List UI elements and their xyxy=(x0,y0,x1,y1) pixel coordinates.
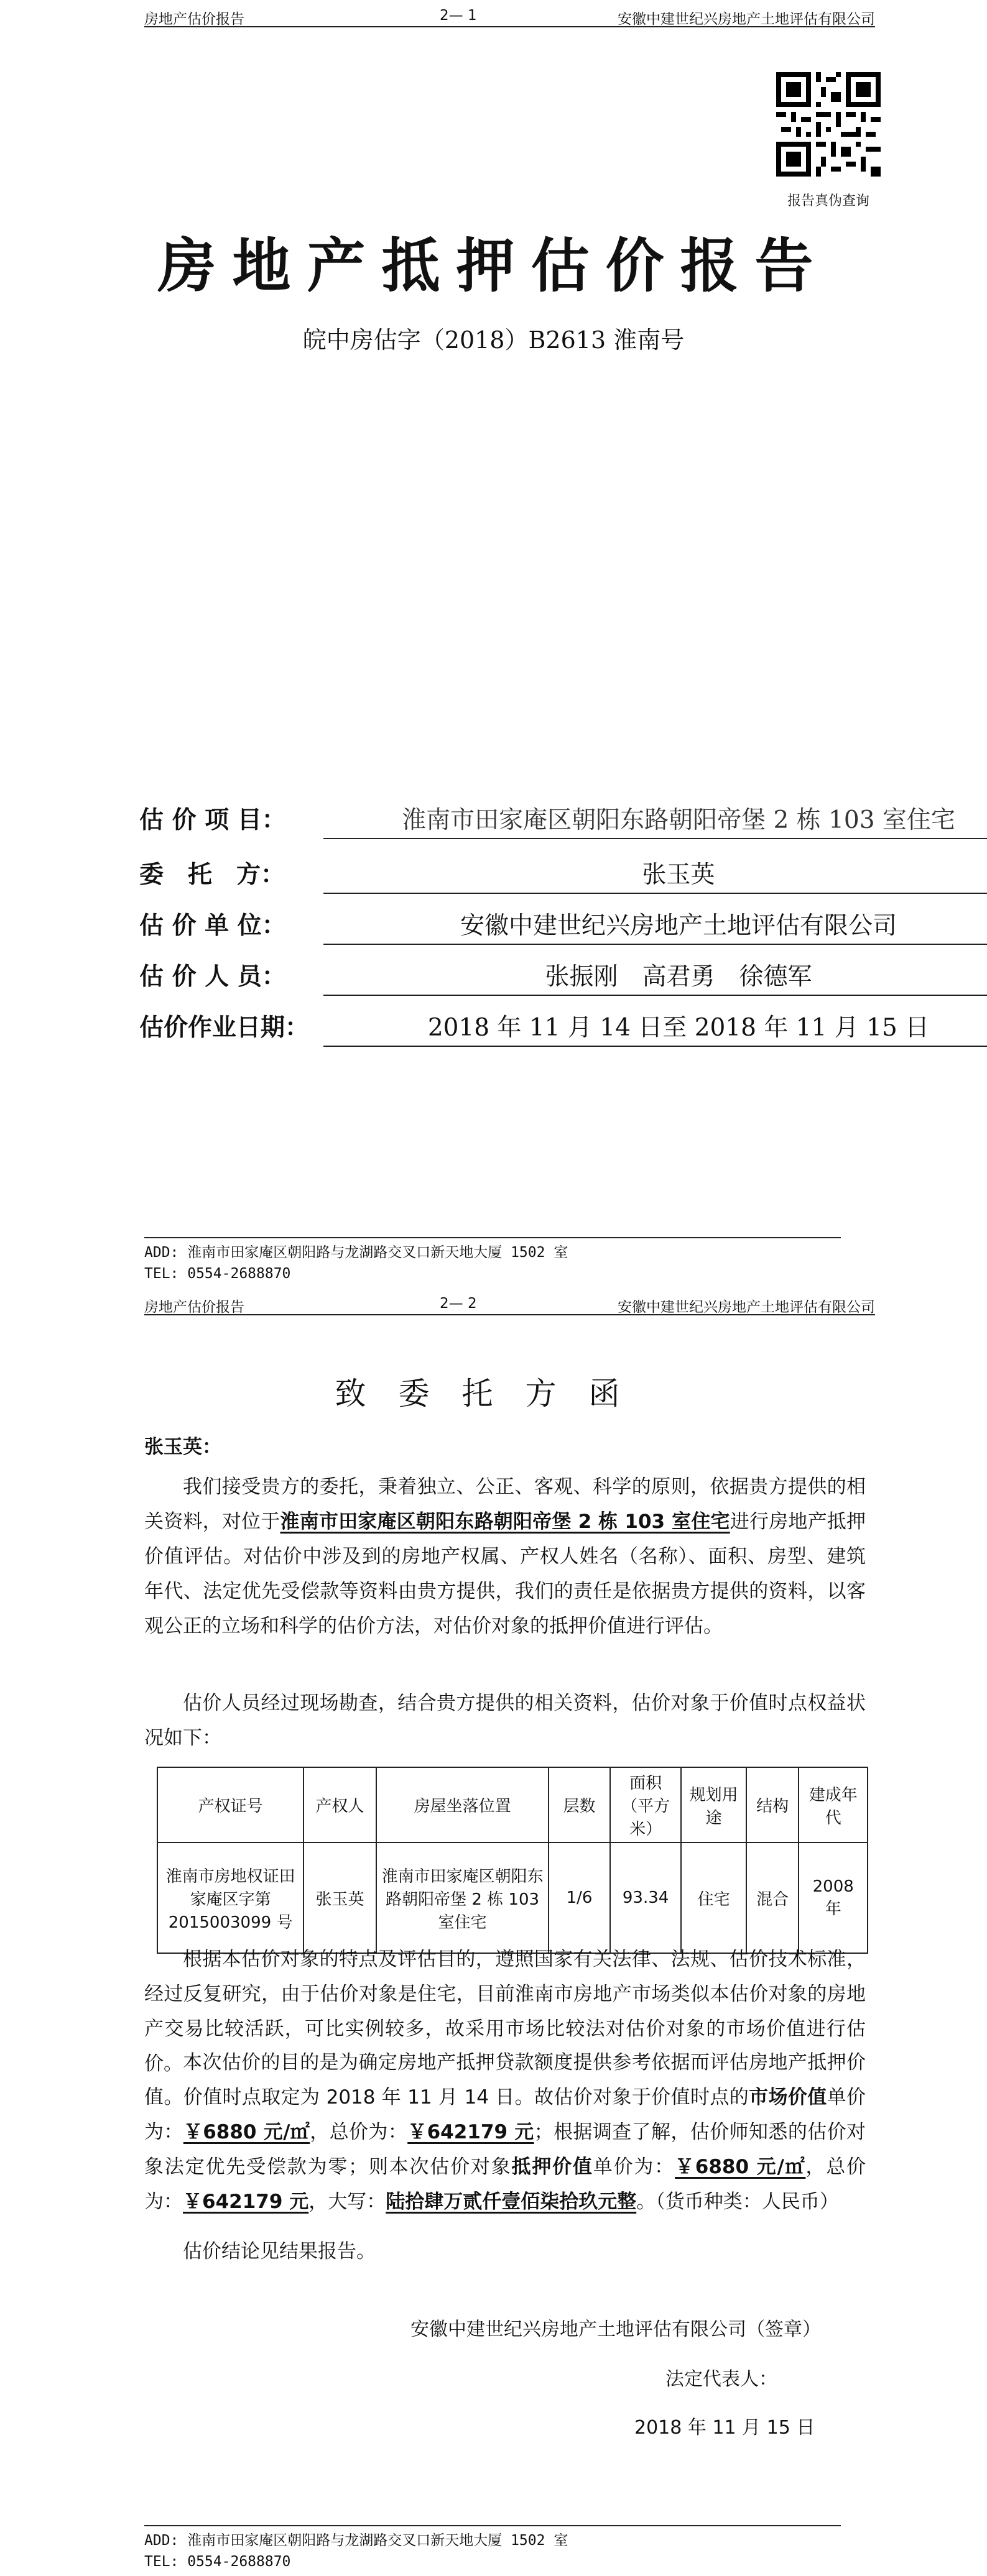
page-header xyxy=(144,5,875,27)
field-value: 淮南市田家庵区朝阳东路朝阳帝堡 2 栋 103 室住宅 xyxy=(323,801,987,839)
paragraph-text: 。（货币种类：人民币） xyxy=(636,2191,839,2213)
table-header: 房屋坐落位置 xyxy=(376,1767,549,1842)
signature-company: 安徽中建世纪兴房地产土地评估有限公司（签章） xyxy=(410,2319,821,2340)
market-total-price: ￥642179 元 xyxy=(407,2121,534,2143)
field-value: 安徽中建世纪兴房地产土地评估有限公司 xyxy=(323,906,987,945)
letter-title: 致委托方函 xyxy=(335,1376,652,1412)
paragraph-text: 单价为： xyxy=(144,2086,866,2143)
paragraph-text: 本次估价的目的是为确定房地产抵押贷款额度提供参考依据而评估房地产抵押价值。价值时点取定为 2018 年 11 月 14 日。故估价对象于价值时点的 xyxy=(144,2051,866,2109)
table-header: 层数 xyxy=(549,1767,610,1842)
field-value: 2018 年 11 月 14 日至 2018 年 11 月 15 日 xyxy=(323,1008,987,1047)
qr-code-icon[interactable] xyxy=(776,72,881,177)
field-label: 估 价 人 员： xyxy=(139,963,286,991)
table-header: 规划用途 xyxy=(681,1767,746,1842)
report-title: 房地产抵押估价报告 xyxy=(157,232,830,300)
capital-amount: 陆拾肆万贰仟壹佰柒拾玖元整 xyxy=(386,2191,637,2213)
footer-tel: TEL: 0554-2688870 xyxy=(144,2554,291,2570)
mortgage-unit-price: ￥6880 元/㎡ xyxy=(674,2156,806,2178)
paragraph-5: 估价结论见结果报告。 xyxy=(183,2240,376,2263)
paragraph-text: ，大写： xyxy=(308,2191,386,2213)
paragraph-1 xyxy=(144,1470,866,1644)
paragraph-text: ，总价为： xyxy=(310,2121,408,2143)
mortgage-total-price: ￥642179 元 xyxy=(183,2191,309,2213)
page-header xyxy=(144,1293,875,1315)
letter-greeting: 张玉英： xyxy=(144,1436,221,1458)
table-header: 结构 xyxy=(746,1767,799,1842)
table-header-row xyxy=(157,1767,868,1842)
page-footer xyxy=(144,1237,841,1284)
paragraph-2: 估价人员经过现场勘查，结合贵方提供的相关资料，估价对象于价值时点权益状况如下： xyxy=(144,1692,866,1749)
header-left: 房地产估价报告 xyxy=(144,1299,244,1315)
table-header: 面积（平方米） xyxy=(610,1767,682,1842)
table-header: 产权人 xyxy=(304,1767,376,1842)
table-header: 建成年代 xyxy=(799,1767,868,1842)
field-label: 估 价 单 位： xyxy=(139,912,286,940)
field-value: 张玉英 xyxy=(323,855,987,894)
header-company: 安徽中建世纪兴房地产土地评估有限公司 xyxy=(618,1299,875,1315)
report-number: 皖中房估字（2018）B2613 淮南号 xyxy=(302,326,685,354)
table-cell: 淮南市房地权证田家庵区字第 2015003099 号 xyxy=(157,1842,304,1953)
footer-address: ADD: 淮南市田家庵区朝阳路与龙湖路交叉口新天地大厦 1502 室 xyxy=(144,2532,568,2549)
header-left: 房地产估价报告 xyxy=(144,11,244,27)
table-cell: 2008 年 xyxy=(799,1842,868,1953)
paragraph-3: 根据本估价对象的特点及评估目的，遵照国家有关法律、法规、估价技术标准，经过反复研究，由于估价对象是住宅，目前淮南市房地产市场类似本估价对象的房地产交易比较活跃，可比实例较多，故采用市场比较法对估价对象的市场价值进行估价。 xyxy=(144,1948,866,2075)
table-cell: 淮南市田家庵区朝阳东路朝阳帝堡 2 栋 103 室住宅 xyxy=(376,1842,549,1953)
table-cell: 住宅 xyxy=(681,1842,746,1953)
table-row xyxy=(157,1842,868,1953)
header-company: 安徽中建世纪兴房地产土地评估有限公司 xyxy=(618,11,875,27)
table-cell: 张玉英 xyxy=(304,1842,376,1953)
qr-caption: 报告真伪查询 xyxy=(787,193,869,209)
field-value: 张振刚 高君勇 徐德军 xyxy=(323,957,987,996)
paragraph-4 xyxy=(144,2045,866,2219)
letter-page xyxy=(0,1288,987,2576)
table-cell: 93.34 xyxy=(610,1842,682,1953)
property-location: 淮南市田家庵区朝阳东路朝阳帝堡 2 栋 103 室住宅 xyxy=(280,1511,730,1533)
paragraph-text: 进行房地产抵押价值评估。对估价中涉及到的房地产权属、产权人姓名（名称）、面积、房型、建筑年代、法定优先受偿款等资料由贵方提供，我们的责任是依据贵方提供的资料，以客观公正的立场和科学的估价方法，对估价对象的抵押价值进行评估。 xyxy=(144,1511,866,1637)
paragraph-text: 我们接受贵方的委托，秉着独立、公正、客观、科学的原则，依据贵方提供的相关资料，对位于 xyxy=(144,1476,866,1533)
footer-tel: TEL: 0554-2688870 xyxy=(144,1266,291,1282)
table-cell: 1/6 xyxy=(549,1842,610,1953)
table-header: 产权证号 xyxy=(157,1767,304,1842)
footer-address: ADD: 淮南市田家庵区朝阳路与龙湖路交叉口新天地大厦 1502 室 xyxy=(144,1244,568,1261)
header-page-number: 2— 1 xyxy=(440,7,477,24)
page-footer xyxy=(144,2525,841,2572)
field-label: 委 托 方： xyxy=(139,861,285,889)
legal-representative: 法定代表人： xyxy=(665,2368,777,2390)
mortgage-value-label: 抵押价值 xyxy=(511,2156,593,2178)
letter-date: 2018 年 11 月 15 日 xyxy=(634,2417,815,2439)
market-unit-price: ￥6880 元/㎡ xyxy=(183,2121,310,2143)
field-label: 估 价 项 目： xyxy=(139,806,286,834)
paragraph-text: ，总价为： xyxy=(144,2156,866,2213)
paragraph-text: ；根据调查了解，估价师知悉的估价对象法定优先受偿款为零；则本次估价对象 xyxy=(144,2121,866,2178)
table-cell: 混合 xyxy=(746,1842,799,1953)
market-value-label: 市场价值 xyxy=(749,2086,827,2109)
field-label: 估价作业日期： xyxy=(139,1014,310,1042)
property-table xyxy=(157,1767,868,1954)
header-page-number: 2— 2 xyxy=(440,1295,477,1312)
paragraph-text: 单价为： xyxy=(593,2156,675,2178)
